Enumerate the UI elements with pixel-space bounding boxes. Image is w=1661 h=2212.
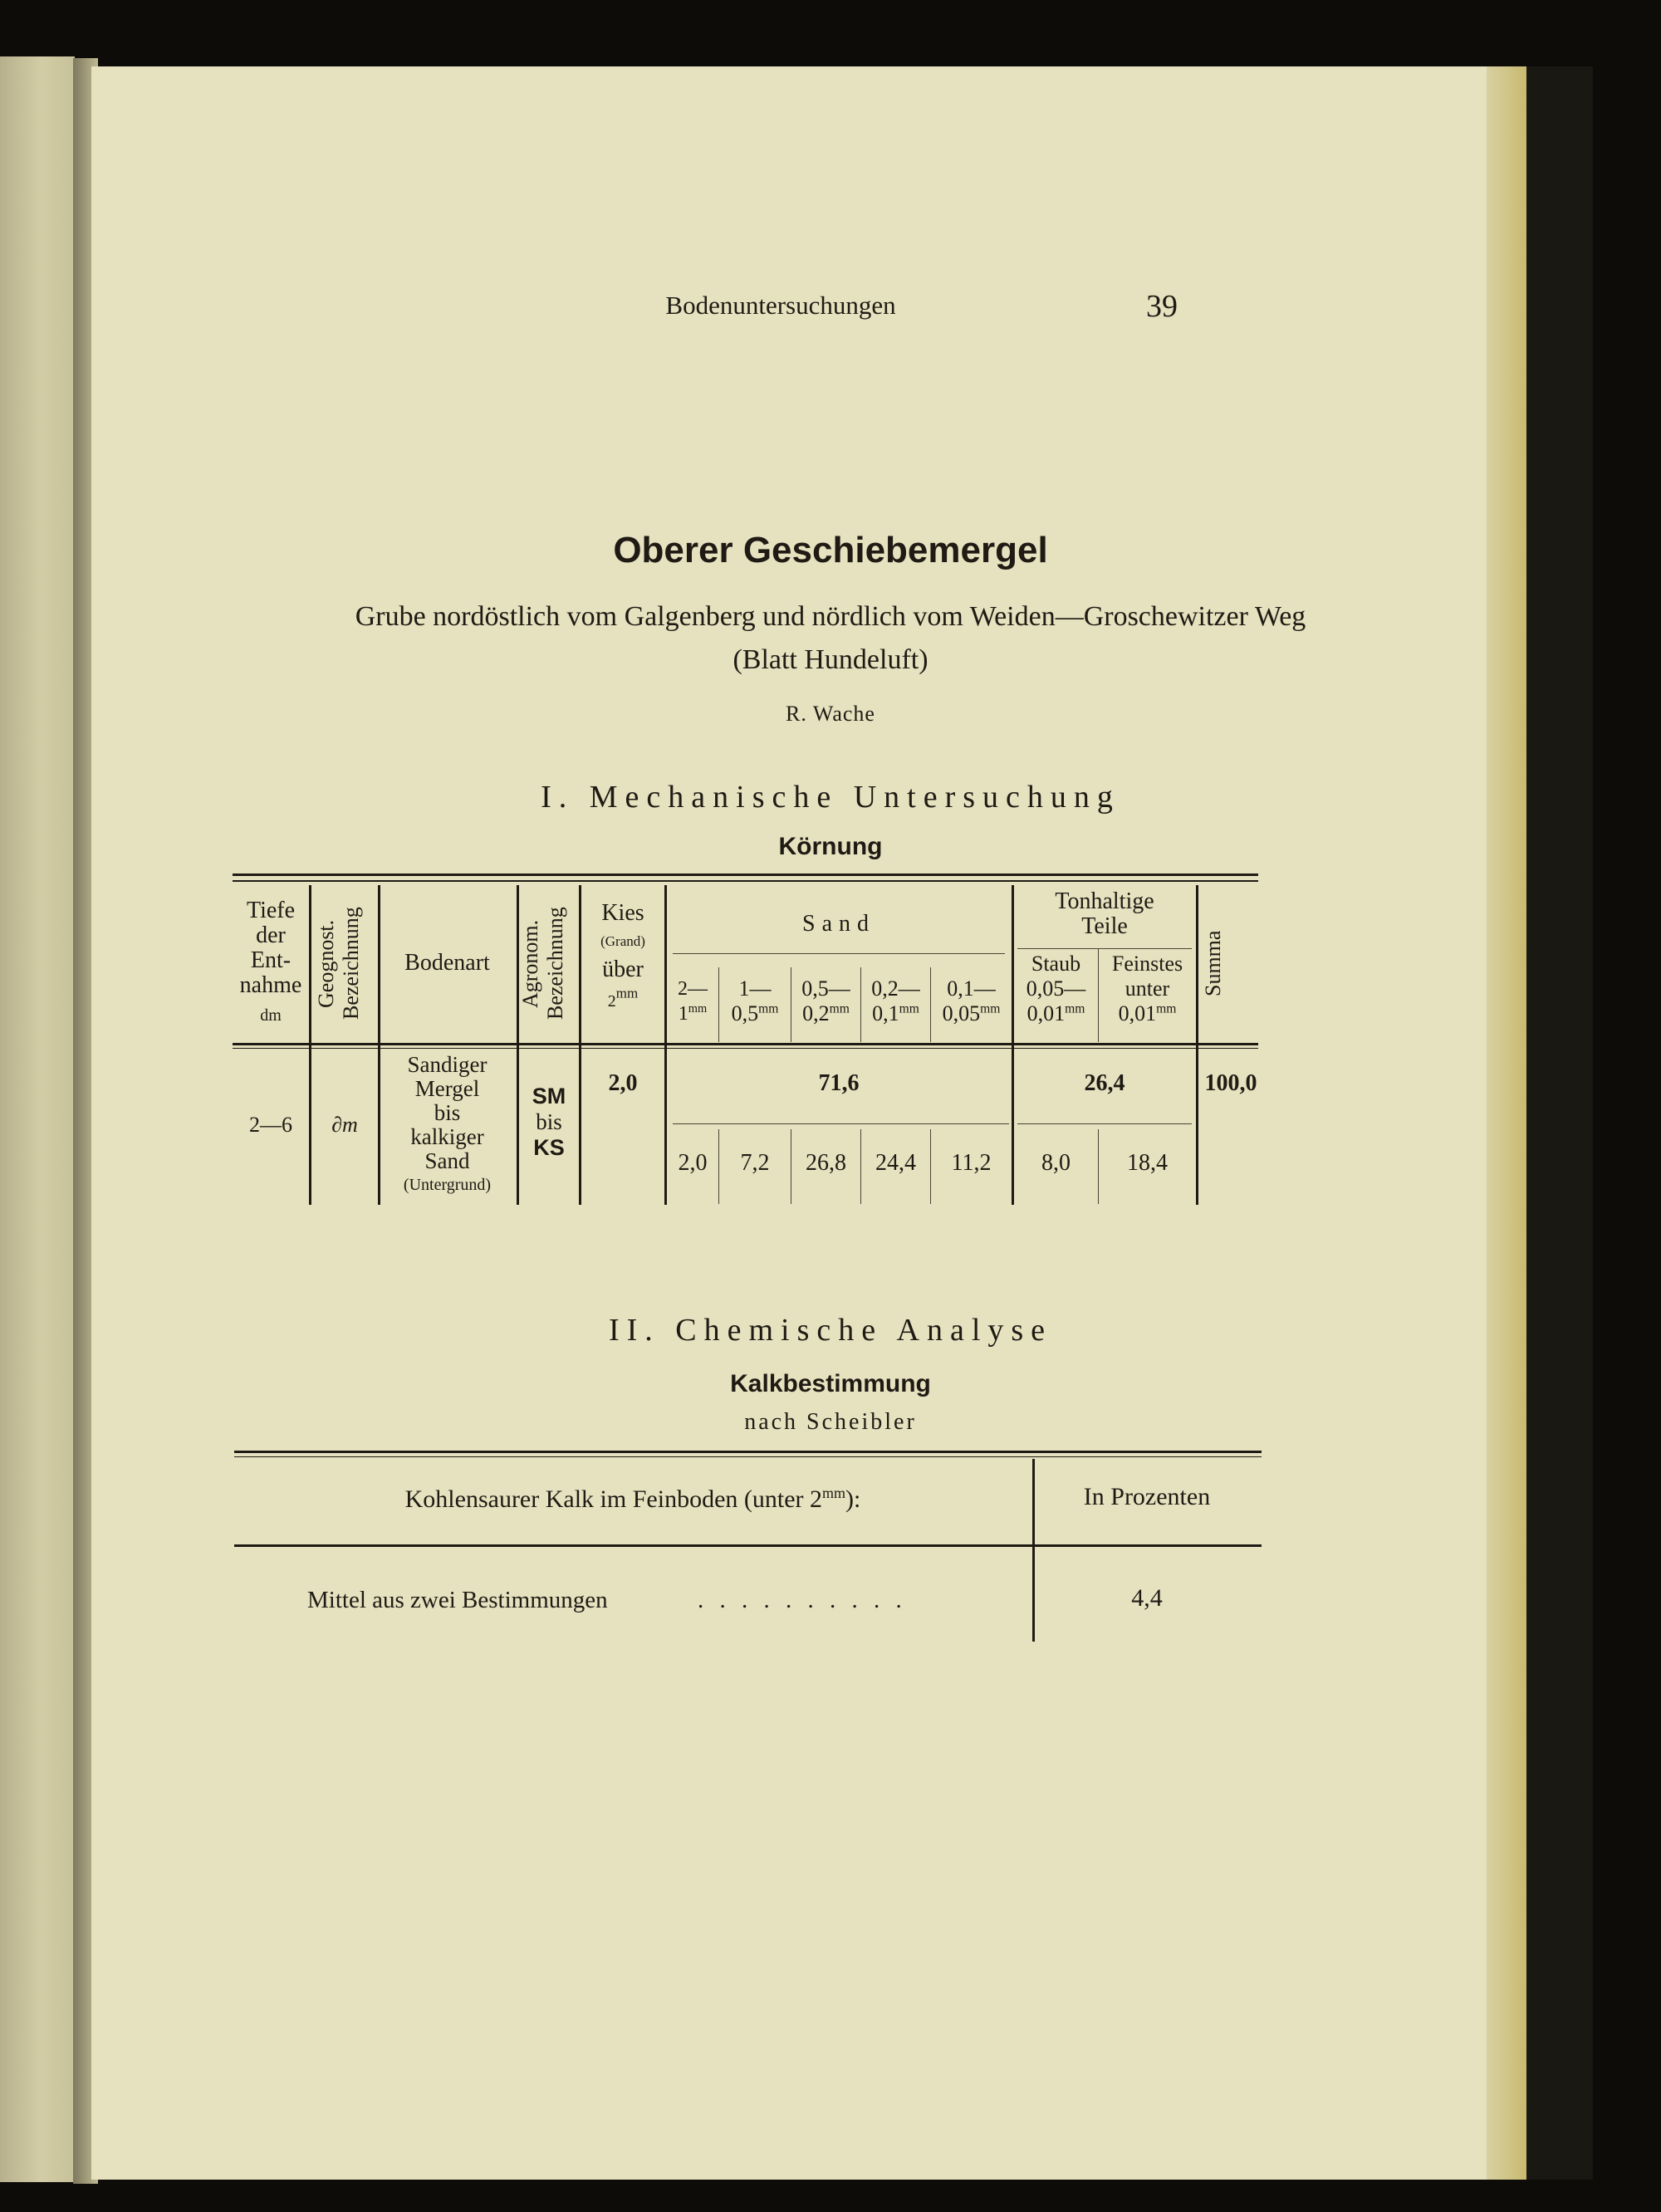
book-cover-edge (1526, 66, 1593, 2180)
value-sand-5: 11,2 (951, 1150, 992, 1176)
header-agronom: Agronom. Bezeichnung (518, 907, 567, 1020)
value-bodenart: Sandiger Mergel bis kalkiger Sand (Untergrund) (403, 1052, 492, 1194)
table2-row-dots: . . . . . . . . . . (698, 1587, 907, 1613)
sand-col-2: 1— $0,5^{mm}$ (731, 976, 779, 1025)
ton-col-staub: Staub 0,05— $0,01^{mm}$ (1026, 952, 1086, 1025)
table2-header-left: Kohlensaurer Kalk im Feinboden (unter $2^{mm}$): (404, 1485, 861, 1513)
header-geognost: Geognost. Bezeichnung (314, 907, 363, 1020)
page-edge-right (1487, 66, 1526, 2180)
sand-col-4: 0,2— $0,1^{mm}$ (871, 976, 920, 1025)
value-ton-total: 26,4 (1084, 1070, 1125, 1096)
value-sand-2: 7,2 (740, 1150, 770, 1176)
value-sand-3: 26,8 (806, 1150, 846, 1176)
value-tiefe: 2—6 (249, 1113, 292, 1137)
header-sand: Sand (802, 911, 875, 937)
section2-title: II. Chemische Analyse (608, 1313, 1053, 1348)
running-head: Bodenuntersuchungen (665, 291, 896, 320)
header-summa: Summa (1201, 930, 1225, 997)
section1-title: I. Mechanische Untersuchung (541, 780, 1120, 815)
value-staub: 8,0 (1041, 1150, 1071, 1176)
value-agronom: SM bis KS (532, 1084, 566, 1160)
sand-col-3: 0,5— $0,2^{mm}$ (801, 976, 850, 1025)
header-bodenart: Bodenart (404, 950, 490, 976)
value-kies: 2,0 (608, 1070, 638, 1096)
page-title: Oberer Geschiebemergel (613, 530, 1048, 570)
previous-page-edge (0, 56, 75, 2182)
section2-subtitle: Kalkbestimmung (730, 1370, 931, 1397)
page-number: 39 (1146, 289, 1178, 324)
value-geognost: ∂m (331, 1113, 358, 1137)
author: R. Wache (786, 702, 875, 726)
value-summa: 100,0 (1204, 1070, 1257, 1096)
header-tonhaltige: Tonhaltige Teile (1055, 888, 1154, 939)
section1-subtitle: Körnung (778, 833, 883, 860)
table2-row-label: Mittel aus zwei Bestimmungen (307, 1587, 608, 1613)
sand-col-5: 0,1— $0,05^{mm}$ (942, 976, 1001, 1025)
map-sheet-note: (Blatt Hundeluft) (733, 644, 928, 675)
sand-col-1: 2— $1^{mm}$ (678, 978, 708, 1025)
header-tiefe: Tiefe der Ent- nahme dm (239, 898, 302, 1025)
value-sand-1: 2,0 (678, 1150, 708, 1176)
header-kies: Kies (Grand) über $2^{mm}$ (600, 900, 645, 1011)
value-feinstes: 18,4 (1127, 1150, 1168, 1176)
value-sand-4: 24,4 (875, 1150, 916, 1176)
table2-row-value: 4,4 (1131, 1584, 1163, 1612)
ton-col-feinstes: Feinstes unter $0,01^{mm}$ (1111, 952, 1183, 1025)
section2-method: nach Scheibler (744, 1409, 917, 1435)
table2-header-right: In Prozenten (1083, 1483, 1211, 1510)
value-sand-total: 71,6 (818, 1070, 860, 1096)
page-subtitle: Grube nordöstlich vom Galgenberg und nördlich vom Weiden—Groschewitzer Weg (355, 601, 1306, 632)
